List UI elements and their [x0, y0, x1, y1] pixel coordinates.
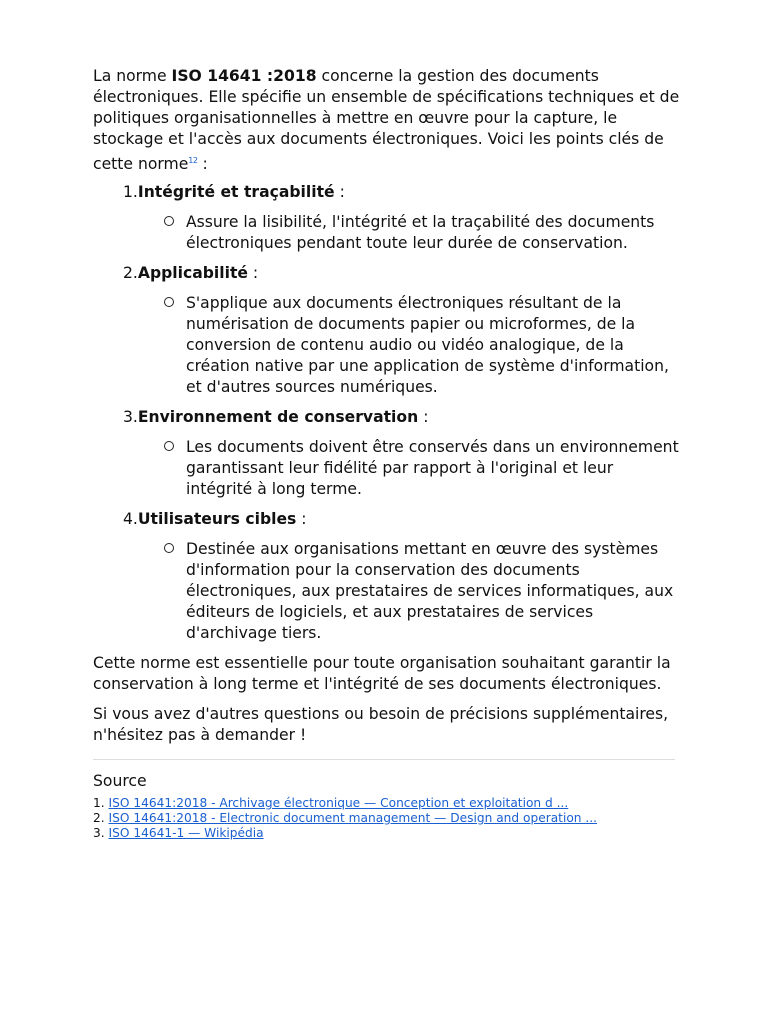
source-item: 1. ISO 14641:2018 - Archivage électronique — Conception et exploitation d ...	[93, 796, 569, 811]
citation-ref-1[interactable]: 1	[188, 156, 193, 165]
answer-content	[93, 66, 683, 840]
bullet-circle-icon	[164, 543, 174, 553]
source-list	[93, 796, 683, 840]
citation-ref-2[interactable]: 2	[192, 156, 198, 165]
divider	[93, 759, 675, 760]
key-point-heading: 4.Utilisateurs cibles :	[123, 510, 307, 529]
key-points-list	[93, 182, 683, 644]
key-point-detail: S'applique aux documents électroniques résultant de la numérisation de documents papier ou microformes, de la conversion de contenu audio ou vidéo analogique, de la création native par une application de système d'information, et d'autres sources numériques.	[93, 293, 683, 398]
conclusion-paragraph: Cette norme est essentielle pour toute organisation souhaitant garantir la conservation à long terme et l'intégrité de ses documents électroniques.	[93, 654, 671, 694]
key-point	[93, 182, 683, 254]
closing-paragraph: Si vous avez d'autres questions ou besoin de précisions supplémentaires, n'hésitez pas à demander !	[93, 705, 669, 745]
bullet-circle-icon	[164, 441, 174, 451]
source-heading: Source	[93, 772, 147, 791]
key-point-heading: 3.Environnement de conservation :	[123, 408, 429, 427]
source-item: 3. ISO 14641-1 — Wikipédia	[93, 825, 264, 840]
key-point-heading: 1.Intégrité et traçabilité :	[123, 183, 345, 202]
source-link-2[interactable]: ISO 14641:2018 - Electronic document management — Design and operation ...	[108, 810, 598, 825]
key-point	[93, 509, 683, 644]
bullet-circle-icon	[164, 216, 174, 226]
bullet-circle-icon	[164, 297, 174, 307]
standard-name: ISO 14641 :2018	[171, 67, 317, 85]
source-link-1[interactable]: ISO 14641:2018 - Archivage électronique — Conception et exploitation d ...	[108, 796, 569, 811]
source-link-3[interactable]: ISO 14641-1 — Wikipédia	[108, 825, 264, 840]
key-point-detail: Les documents doivent être conservés dans un environnement garantissant leur fidélité par rapport à l'original et leur intégrité à long terme.	[93, 437, 683, 500]
source-item: 2. ISO 14641:2018 - Electronic document management — Design and operation ...	[93, 810, 598, 825]
key-point	[93, 407, 683, 500]
key-point-detail: Assure la lisibilité, l'intégrité et la traçabilité des documents électroniques pendant toute leur durée de conservation.	[93, 212, 683, 254]
key-point	[93, 263, 683, 398]
key-point-heading: 2.Applicabilité :	[123, 264, 259, 283]
intro-paragraph: La norme ISO 14641 :2018 concerne la gestion des documents électroniques. Elle spécifie un ensemble de spécifications techniques et de politiques organisationnelles à mettre en œuvre pour la capture, le stockage et l'accès aux documents électroniques. Voici les points clés de cette norme$^{12}$ :	[93, 67, 680, 174]
key-point-detail: Destinée aux organisations mettant en œuvre des systèmes d'information pour la conservation des documents électroniques, aux prestataires de services informatiques, aux éditeurs de logiciels, et aux prestataires de services d'archivage tiers.	[93, 539, 683, 644]
